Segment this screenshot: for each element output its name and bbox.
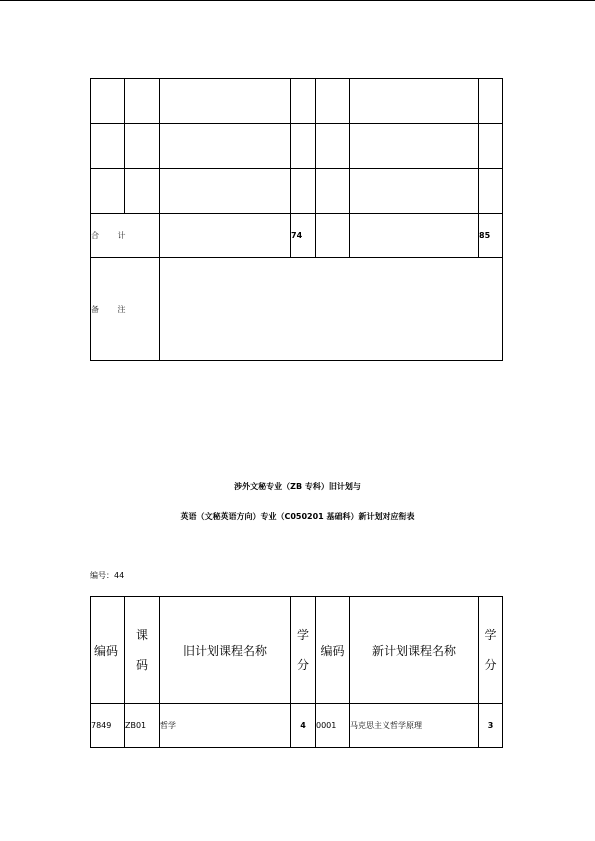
empty-cell xyxy=(479,124,503,169)
new-name-cell: 马克思主义哲学原理 xyxy=(350,704,479,748)
header-old-code xyxy=(91,597,125,704)
empty-cell xyxy=(91,169,125,214)
header-new-credit-bottom: 分 xyxy=(484,658,497,672)
header-course-code-top: 课 xyxy=(135,628,148,642)
table-row xyxy=(91,169,503,214)
header-new-credit xyxy=(479,597,503,704)
new-credit-total: 85 xyxy=(479,214,503,258)
notes-row xyxy=(91,258,503,361)
empty-cell xyxy=(350,79,479,124)
empty-cell xyxy=(125,124,160,169)
summary-table xyxy=(90,78,503,361)
new-code-cell: 0001 xyxy=(316,704,350,748)
empty-cell xyxy=(479,169,503,214)
empty-cell xyxy=(160,214,291,258)
old-credit-cell: 4 xyxy=(291,704,316,748)
total-row xyxy=(91,214,503,258)
empty-cell xyxy=(160,124,291,169)
empty-cell xyxy=(350,214,479,258)
table-row xyxy=(91,79,503,124)
empty-cell xyxy=(91,79,125,124)
old-credit-total: 74 xyxy=(291,214,316,258)
empty-cell xyxy=(125,79,160,124)
empty-cell xyxy=(479,79,503,124)
empty-cell xyxy=(291,79,316,124)
header-new-name: 新计划课程名称 xyxy=(350,597,479,704)
document-title-line2: 英语（文秘英语方向）专业（C050201 基础科）新计划对应衔表 xyxy=(180,512,415,521)
header-old-code-text: 编码 xyxy=(94,643,119,658)
header-course-code xyxy=(125,597,160,704)
document-title-line1: 涉外文秘专业（ZB 专科）旧计划与 xyxy=(234,482,361,491)
notes-content xyxy=(160,258,503,361)
empty-cell xyxy=(350,169,479,214)
header-old-credit-bottom: 分 xyxy=(296,658,309,672)
top-rule xyxy=(0,0,595,1)
empty-cell xyxy=(316,214,350,258)
empty-cell xyxy=(91,124,125,169)
course-code-cell: ZB01 xyxy=(125,704,160,748)
empty-cell xyxy=(125,169,160,214)
empty-cell xyxy=(160,169,291,214)
serial-number: 编号：44 xyxy=(90,571,125,580)
total-label: 合 计 xyxy=(91,214,160,258)
empty-cell xyxy=(291,124,316,169)
notes-label: 备 注 xyxy=(91,258,160,361)
empty-cell xyxy=(316,124,350,169)
old-code-cell: 7849 xyxy=(91,704,125,748)
header-old-credit-top: 学 xyxy=(296,628,309,642)
header-new-credit-top: 学 xyxy=(484,628,497,642)
empty-cell xyxy=(316,169,350,214)
course-mapping-table xyxy=(90,596,503,748)
empty-cell xyxy=(350,124,479,169)
table-row xyxy=(91,124,503,169)
table-row xyxy=(91,704,503,748)
new-credit-cell: 3 xyxy=(479,704,503,748)
header-old-credit xyxy=(291,597,316,704)
empty-cell xyxy=(316,79,350,124)
empty-cell xyxy=(291,169,316,214)
header-row xyxy=(91,597,503,704)
header-new-code: 编码 xyxy=(316,597,350,704)
header-old-name: 旧计划课程名称 xyxy=(160,597,291,704)
old-name-cell: 哲学 xyxy=(160,704,291,748)
empty-cell xyxy=(160,79,291,124)
header-course-code-bottom: 码 xyxy=(135,658,148,672)
